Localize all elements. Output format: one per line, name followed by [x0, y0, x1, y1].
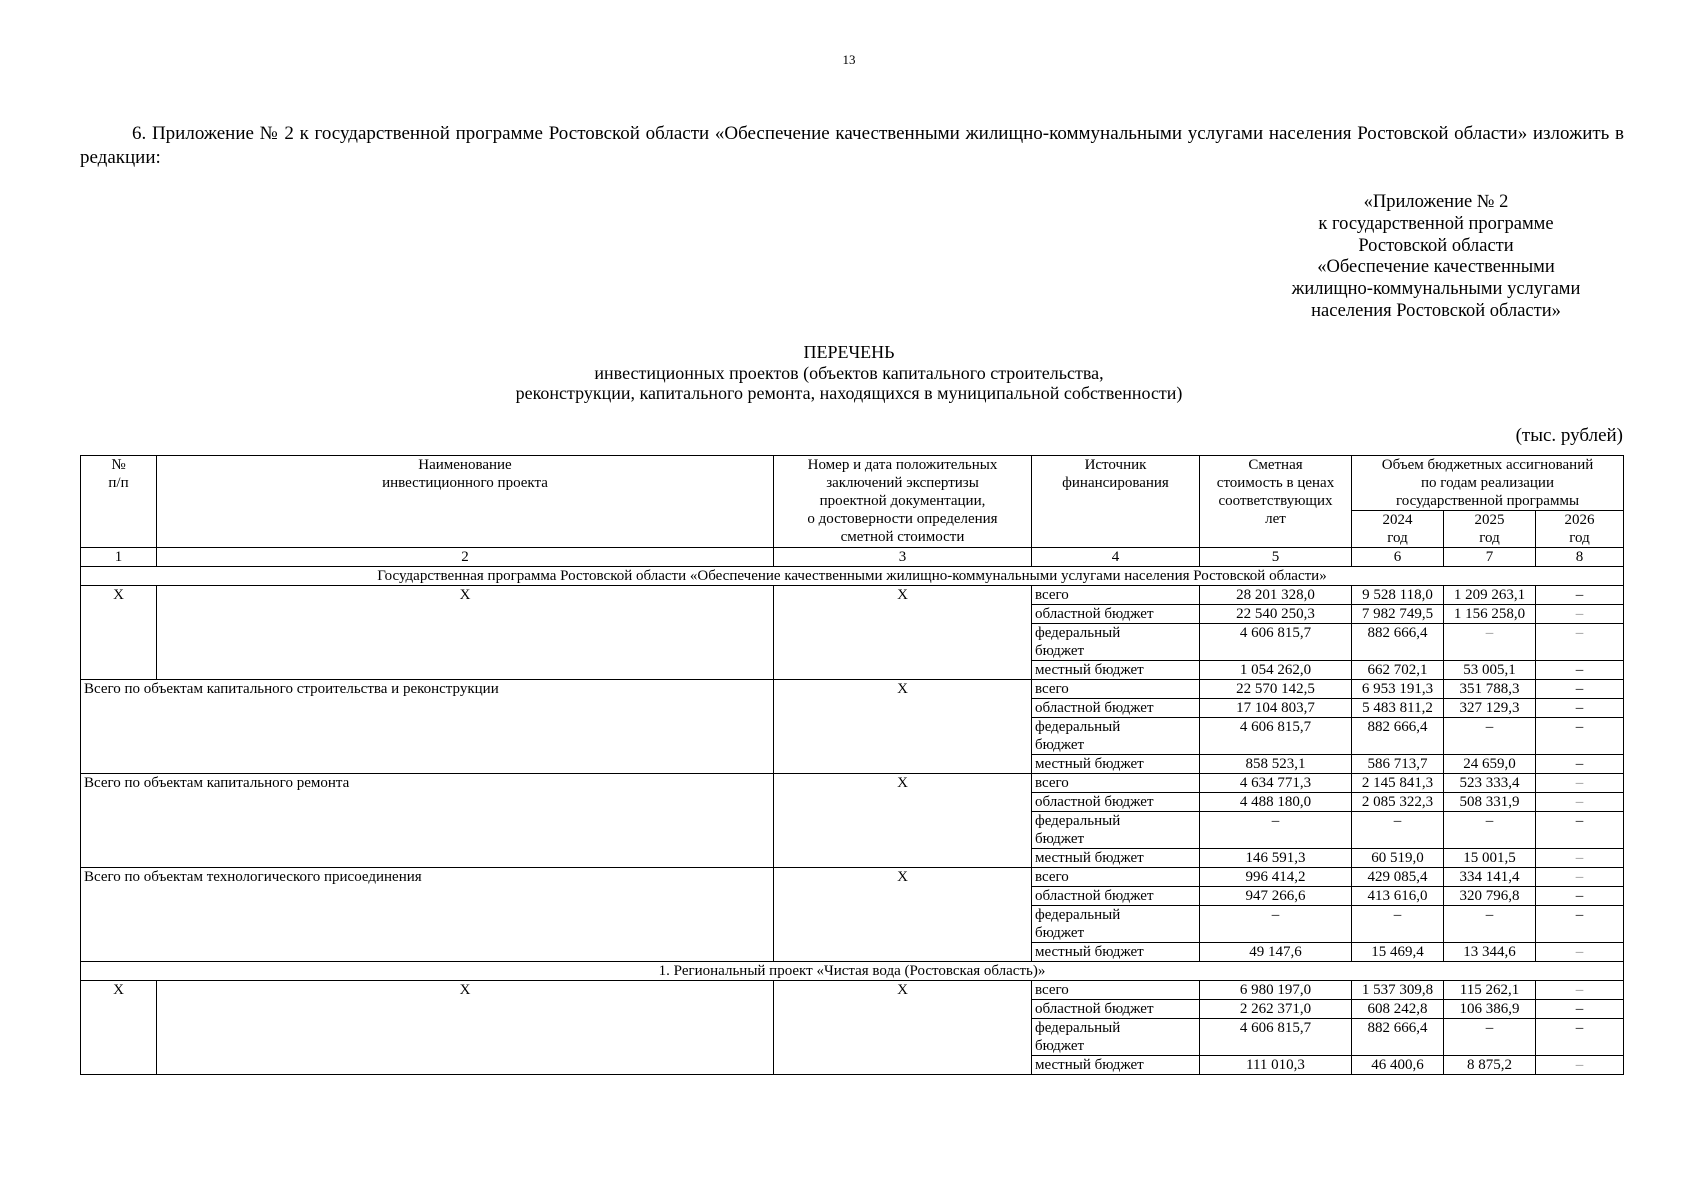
header-text: Сметная: [1248, 457, 1303, 473]
header-text: проектной документации,: [819, 493, 986, 509]
year-2024-cell: 9 528 118,0: [1352, 586, 1444, 605]
source-text: бюджет: [1035, 1038, 1085, 1054]
header-row: [81, 456, 1624, 511]
year-2025-cell: 1 156 258,0: [1444, 605, 1536, 624]
header-text: год: [1479, 530, 1500, 546]
column-number: 3: [774, 548, 1032, 567]
cost-cell: 4 606 815,7: [1200, 718, 1352, 755]
header-text: соответствующих: [1218, 493, 1333, 509]
source-text: федеральный: [1035, 813, 1121, 829]
header-text: Объем бюджетных ассигнований: [1381, 457, 1594, 473]
group-label: Всего по объектам технологического присоединения: [81, 868, 774, 962]
year-2026-cell: –: [1536, 981, 1624, 1000]
column-number: 6: [1352, 548, 1444, 567]
year-2026-cell: –: [1536, 943, 1624, 962]
year-2025-cell: 351 788,3: [1444, 680, 1536, 699]
year-2024-cell: 46 400,6: [1352, 1056, 1444, 1075]
cost-cell: 6 980 197,0: [1200, 981, 1352, 1000]
cost-cell: 49 147,6: [1200, 943, 1352, 962]
source-regional: областной бюджет: [1032, 1000, 1200, 1019]
source-local: местный бюджет: [1032, 755, 1200, 774]
year-2026-cell: –: [1536, 868, 1624, 887]
section-row: [81, 567, 1624, 586]
column-number: 5: [1200, 548, 1352, 567]
header-text: 2025: [1474, 512, 1505, 528]
year-2024-cell: 429 085,4: [1352, 868, 1444, 887]
source-federal: [1032, 906, 1200, 943]
year-2024-cell: –: [1352, 906, 1444, 943]
year-2026-cell: –: [1536, 1056, 1624, 1075]
year-2026-cell: –: [1536, 605, 1624, 624]
year-2026-cell: –: [1536, 624, 1624, 661]
header-text: 2024: [1382, 512, 1413, 528]
header-text: Источник: [1084, 457, 1147, 473]
source-federal: [1032, 718, 1200, 755]
cost-cell: 146 591,3: [1200, 849, 1352, 868]
year-2025-cell: –: [1444, 718, 1536, 755]
source-regional: областной бюджет: [1032, 793, 1200, 812]
x-mark: Х: [81, 981, 157, 1075]
cost-cell: 22 540 250,3: [1200, 605, 1352, 624]
year-2026-cell: –: [1536, 793, 1624, 812]
cost-cell: –: [1200, 906, 1352, 943]
source-text: бюджет: [1035, 737, 1085, 753]
x-mark: Х: [774, 868, 1032, 962]
header-text: год: [1569, 530, 1590, 546]
title-line: инвестиционных проектов (объектов капитального строительства,: [594, 362, 1104, 383]
header-text: стоимость в ценах: [1216, 475, 1335, 491]
appendix-line: жилищно-коммунальными услугами: [1291, 279, 1581, 300]
source-federal: [1032, 1019, 1200, 1056]
header-text: финансирования: [1062, 475, 1169, 491]
year-2024-cell: 5 483 811,2: [1352, 699, 1444, 718]
header-year-2024: [1352, 511, 1444, 548]
source-text: федеральный: [1035, 1020, 1121, 1036]
cost-cell: 28 201 328,0: [1200, 586, 1352, 605]
header-source: [1032, 456, 1200, 548]
table-row: [81, 868, 1624, 887]
source-total: всего: [1032, 981, 1200, 1000]
year-2024-cell: 882 666,4: [1352, 1019, 1444, 1056]
appendix-header: [1230, 192, 1642, 323]
document-title: [0, 342, 1698, 404]
column-number: 2: [157, 548, 774, 567]
appendix-line: Ростовской области: [1358, 235, 1514, 256]
year-2026-cell: –: [1536, 755, 1624, 774]
page-number: 13: [842, 52, 856, 67]
source-text: бюджет: [1035, 925, 1085, 941]
source-regional: областной бюджет: [1032, 699, 1200, 718]
source-federal: [1032, 812, 1200, 849]
header-num: [81, 456, 157, 548]
header-text: Номер и дата положительных: [807, 457, 998, 473]
section-row: [81, 962, 1624, 981]
source-local: местный бюджет: [1032, 661, 1200, 680]
cost-cell: 4 606 815,7: [1200, 1019, 1352, 1056]
year-2026-cell: –: [1536, 774, 1624, 793]
source-text: федеральный: [1035, 719, 1121, 735]
year-2025-cell: 24 659,0: [1444, 755, 1536, 774]
source-text: бюджет: [1035, 831, 1085, 847]
title-line: реконструкции, капитального ремонта, находящихся в муниципальной собственности): [515, 383, 1183, 403]
header-text: Наименование: [418, 457, 512, 473]
year-2025-cell: –: [1444, 624, 1536, 661]
x-mark: Х: [774, 981, 1032, 1075]
appendix-line: «Приложение № 2: [1363, 192, 1509, 212]
column-number: 4: [1032, 548, 1200, 567]
year-2025-cell: 13 344,6: [1444, 943, 1536, 962]
year-2026-cell: –: [1536, 680, 1624, 699]
title-heading: ПЕРЕЧЕНЬ: [803, 342, 895, 362]
header-volume: [1352, 456, 1624, 511]
cost-cell: 4 634 771,3: [1200, 774, 1352, 793]
x-mark: Х: [157, 981, 774, 1075]
year-2026-cell: –: [1536, 661, 1624, 680]
year-2025-cell: 523 333,4: [1444, 774, 1536, 793]
header-text: инвестиционного проекта: [382, 475, 548, 491]
column-number: 8: [1536, 548, 1624, 567]
intro-text: 6. Приложение № 2 к государственной программе Ростовской области «Обеспечение качественными жилищно-коммунальными услугами населения Ростовской области» изложить в редакции:: [80, 123, 1624, 168]
header-text: №: [111, 457, 126, 473]
year-2025-cell: –: [1444, 812, 1536, 849]
year-2024-cell: 15 469,4: [1352, 943, 1444, 962]
year-2026-cell: –: [1536, 586, 1624, 605]
source-total: всего: [1032, 680, 1200, 699]
cost-cell: 996 414,2: [1200, 868, 1352, 887]
table-row: [81, 774, 1624, 793]
year-2025-cell: 8 875,2: [1444, 1056, 1536, 1075]
header-text: п/п: [108, 475, 129, 491]
table-row: [81, 586, 1624, 605]
year-2025-cell: 320 796,8: [1444, 887, 1536, 906]
cost-cell: 1 054 262,0: [1200, 661, 1352, 680]
header-text: по годам реализации: [1421, 475, 1554, 491]
year-2026-cell: –: [1536, 718, 1624, 755]
year-2025-cell: –: [1444, 1019, 1536, 1056]
header-cost: [1200, 456, 1352, 548]
section-regional-title: 1. Региональный проект «Чистая вода (Ростовская область)»: [81, 962, 1624, 981]
year-2024-cell: 608 242,8: [1352, 1000, 1444, 1019]
year-2026-cell: –: [1536, 699, 1624, 718]
source-regional: областной бюджет: [1032, 605, 1200, 624]
year-2025-cell: 327 129,3: [1444, 699, 1536, 718]
cost-cell: 4 606 815,7: [1200, 624, 1352, 661]
header-text: государственной программы: [1395, 493, 1580, 509]
year-2026-cell: –: [1536, 906, 1624, 943]
year-2025-cell: 334 141,4: [1444, 868, 1536, 887]
group-label: Всего по объектам капитального ремонта: [81, 774, 774, 868]
source-regional: областной бюджет: [1032, 887, 1200, 906]
column-numbers-row: [81, 548, 1624, 567]
source-text: бюджет: [1035, 643, 1085, 659]
cost-cell: 17 104 803,7: [1200, 699, 1352, 718]
year-2024-cell: 2 145 841,3: [1352, 774, 1444, 793]
year-2025-cell: 508 331,9: [1444, 793, 1536, 812]
header-text: сметной стоимости: [840, 529, 965, 545]
intro-paragraph: [80, 122, 1624, 170]
header-year-2026: [1536, 511, 1624, 548]
year-2025-cell: 1 209 263,1: [1444, 586, 1536, 605]
header-text: заключений экспертизы: [826, 475, 979, 491]
x-mark: Х: [774, 774, 1032, 868]
year-2024-cell: 6 953 191,3: [1352, 680, 1444, 699]
cost-cell: –: [1200, 812, 1352, 849]
year-2025-cell: –: [1444, 906, 1536, 943]
cost-cell: 111 010,3: [1200, 1056, 1352, 1075]
year-2024-cell: 60 519,0: [1352, 849, 1444, 868]
source-total: всего: [1032, 586, 1200, 605]
year-2024-cell: 7 982 749,5: [1352, 605, 1444, 624]
year-2024-cell: –: [1352, 812, 1444, 849]
year-2024-cell: 882 666,4: [1352, 624, 1444, 661]
year-2025-cell: 53 005,1: [1444, 661, 1536, 680]
source-federal: [1032, 624, 1200, 661]
source-total: всего: [1032, 868, 1200, 887]
cost-cell: 947 266,6: [1200, 887, 1352, 906]
section-program-title: Государственная программа Ростовской области «Обеспечение качественными жилищно-коммунальными услугами населения Ростовской области»: [81, 567, 1624, 586]
year-2026-cell: –: [1536, 1000, 1624, 1019]
year-2025-cell: 15 001,5: [1444, 849, 1536, 868]
x-mark: Х: [774, 680, 1032, 774]
group-label: Всего по объектам капитального строительства и реконструкции: [81, 680, 774, 774]
cost-cell: 858 523,1: [1200, 755, 1352, 774]
header-text: год: [1387, 530, 1408, 546]
units-label: (тыс. рублей): [1515, 425, 1623, 446]
header-text: о достоверности определения: [807, 511, 998, 527]
column-number: 1: [81, 548, 157, 567]
year-2026-cell: –: [1536, 849, 1624, 868]
year-2024-cell: 413 616,0: [1352, 887, 1444, 906]
header-name: [157, 456, 774, 548]
year-2024-cell: 882 666,4: [1352, 718, 1444, 755]
source-local: местный бюджет: [1032, 849, 1200, 868]
year-2024-cell: 2 085 322,3: [1352, 793, 1444, 812]
appendix-line: к государственной программе: [1318, 213, 1554, 234]
source-local: местный бюджет: [1032, 1056, 1200, 1075]
year-2026-cell: –: [1536, 887, 1624, 906]
header-text: 2026: [1564, 512, 1595, 528]
year-2024-cell: 1 537 309,8: [1352, 981, 1444, 1000]
source-total: всего: [1032, 774, 1200, 793]
header-text: лет: [1265, 511, 1286, 527]
year-2024-cell: 586 713,7: [1352, 755, 1444, 774]
cost-cell: 22 570 142,5: [1200, 680, 1352, 699]
investment-projects-table: [80, 455, 1624, 1075]
appendix-line: населения Ростовской области»: [1311, 300, 1561, 321]
source-text: федеральный: [1035, 907, 1121, 923]
header-expertise: [774, 456, 1032, 548]
year-2025-cell: 106 386,9: [1444, 1000, 1536, 1019]
header-year-2025: [1444, 511, 1536, 548]
year-2024-cell: 662 702,1: [1352, 661, 1444, 680]
year-2025-cell: 115 262,1: [1444, 981, 1536, 1000]
table-row: [81, 680, 1624, 699]
cost-cell: 2 262 371,0: [1200, 1000, 1352, 1019]
appendix-line: «Обеспечение качественными: [1317, 257, 1555, 278]
x-mark: Х: [81, 586, 157, 680]
year-2026-cell: –: [1536, 812, 1624, 849]
source-text: федеральный: [1035, 625, 1121, 641]
table-row: [81, 981, 1624, 1000]
x-mark: Х: [774, 586, 1032, 680]
source-local: местный бюджет: [1032, 943, 1200, 962]
year-2026-cell: –: [1536, 1019, 1624, 1056]
column-number: 7: [1444, 548, 1536, 567]
x-mark: Х: [157, 586, 774, 680]
cost-cell: 4 488 180,0: [1200, 793, 1352, 812]
